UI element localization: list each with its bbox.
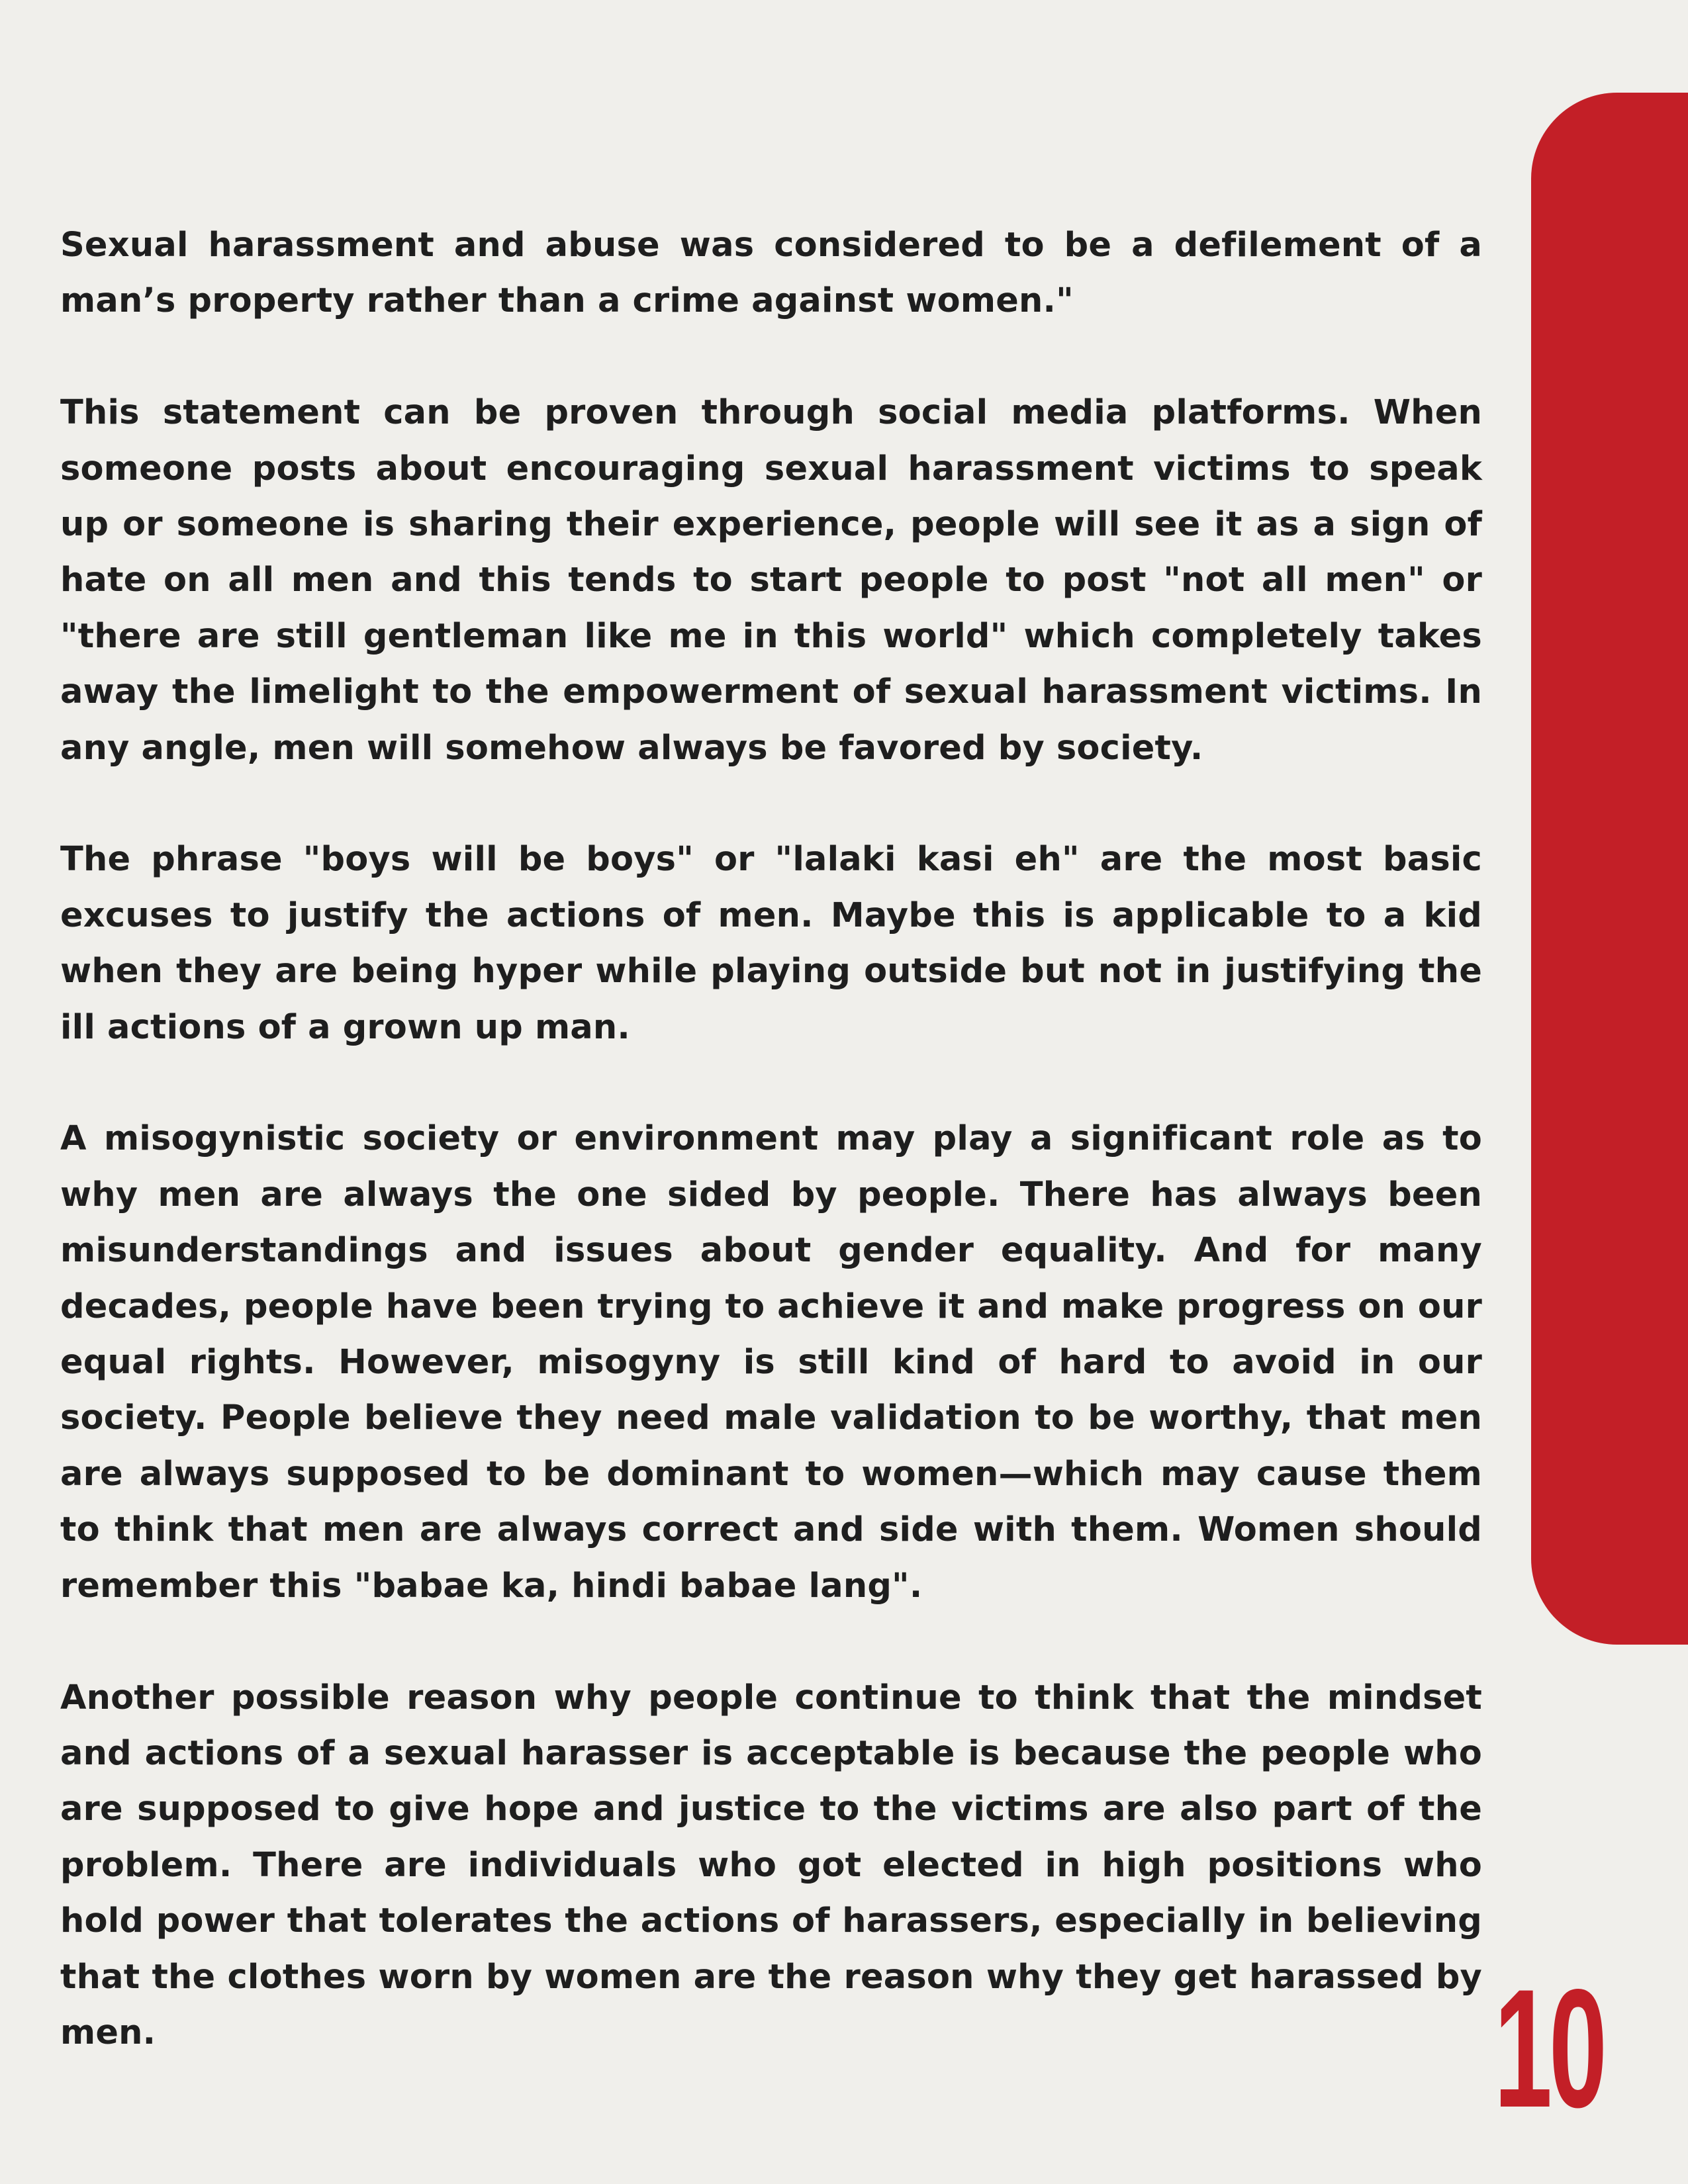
paragraph-2: This statement can be proven through social media platforms. When someone posts about encouraging sexual harassment victims to speak up or someone is sharing their experience, people will see it as a sign of hate on all men and this tends to start people to post "not all men" or "there are still gentleman like me in this world" which completely takes away the limelight to the empowerment of sexual harassment victims. In any angle, men will somehow always be favored by society. (60, 393, 1482, 768)
paragraph-1: Sexual harassment and abuse was considered to be a defilement of a man’s property rather than a crime against women." (60, 226, 1482, 321)
paragraph-5: Another possible reason why people continue to think that the mindset and actions of a sexual harasser is acceptable is because the people who are supposed to give hope and justice to the victims are also part of the problem. There are individuals who got elected in high positions who hold power that tolerates the actions of harassers, especially in believing that the clothes worn by women are the reason why they get harassed by men. (60, 1678, 1482, 2052)
paragraph-3: The phrase "boys will be boys" or "lalaki kasi eh" are the most basic excuses to justify the actions of men. Maybe this is applicable to a kid when they are being hyper while playing outside but not in justifying the ill actions of a grown up man. (60, 840, 1482, 1047)
red-side-tab (1531, 93, 1688, 1645)
paragraph-4: A misogynistic society or environment may play a significant role as to why men are always the one sided by people. There has always been misunderstandings and issues about gender equality. And for many decades, people have been trying to achieve it and make progress on our equal rights. However, misogyny is still kind of hard to avoid in our society. People believe they need male validation to be worthy, that men are always supposed to be dominant to women—which may cause them to think that men are always correct and side with them. Women should remember this "babae ka, hindi babae lang". (60, 1119, 1482, 1606)
body-text (60, 218, 1482, 2061)
page-number: 10 (1494, 1954, 1604, 2143)
